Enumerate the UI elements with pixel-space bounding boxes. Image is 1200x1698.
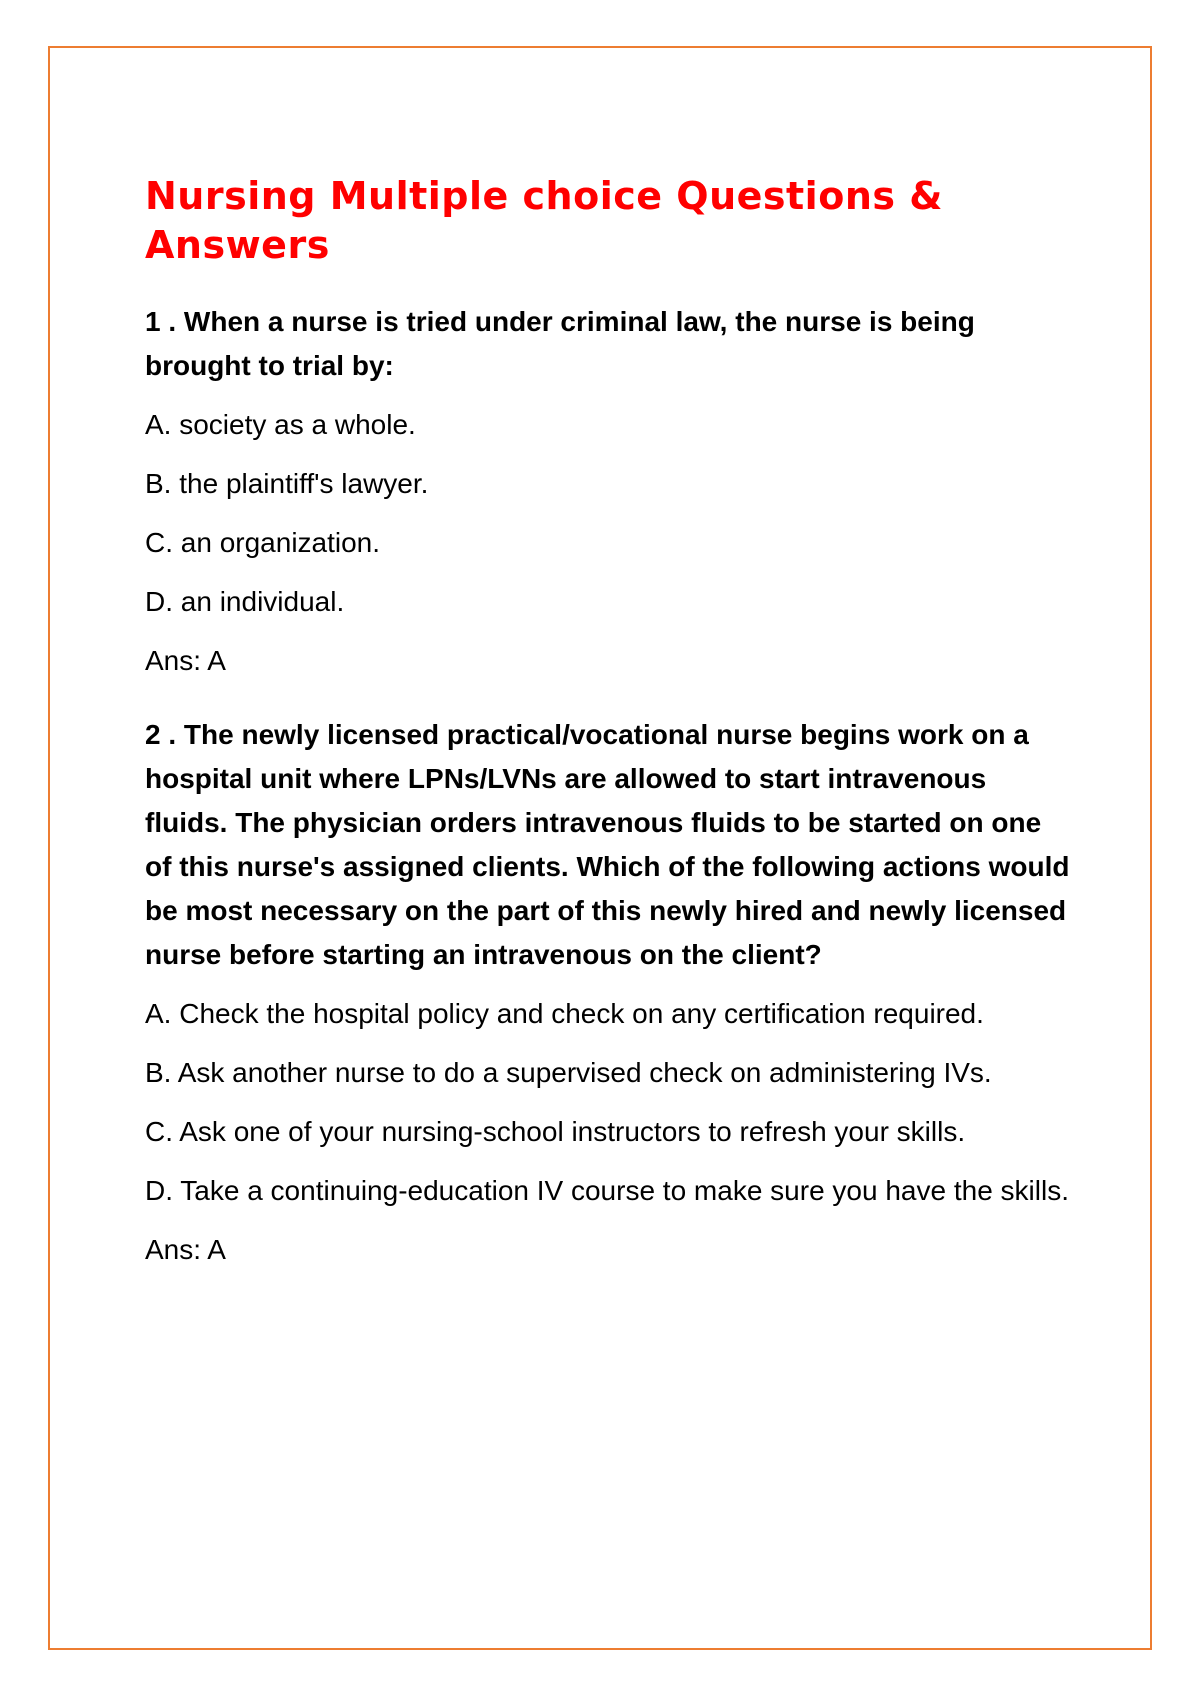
answer-1: Ans: A <box>145 645 226 676</box>
option-d: D. Take a continuing-education IV course to make sure you have the skills. <box>145 1175 1069 1206</box>
option-c: C. an organization. <box>145 527 381 558</box>
option-d: D. an individual. <box>145 586 345 617</box>
option-a: A. Check the hospital policy and check on any certification required. <box>145 998 984 1029</box>
question-text-2 <box>145 713 1075 977</box>
document-body <box>145 172 1075 1302</box>
question-block-2 <box>145 713 1075 1272</box>
question-text-1 <box>145 300 1075 388</box>
question-number-1: 1 . <box>145 306 177 337</box>
question-stem-2: The newly licensed practical/vocational nurse begins work on a hospital unit where LPNs/LVNs are allowed to start intravenous fluids. The physician orders intravenous fluids to be started on one of this nurse's assigned clients. Which of the following actions would be most necessary on the part of this newly hired and newly licensed nurse before starting an intravenous on the client? <box>145 719 1070 970</box>
answer-2: Ans: A <box>145 1234 226 1265</box>
option-c: C. Ask one of your nursing-school instructors to refresh your skills. <box>145 1116 966 1147</box>
option-b: B. the plaintiff's lawyer. <box>145 468 429 499</box>
page-title: Nursing Multiple choice Questions & Answers <box>145 174 943 267</box>
question-block-1 <box>145 300 1075 683</box>
option-b: B. Ask another nurse to do a supervised check on administering IVs. <box>145 1057 992 1088</box>
question-stem-1: When a nurse is tried under criminal law, the nurse is being brought to trial by: <box>145 306 975 381</box>
option-a: A. society as a whole. <box>145 409 416 440</box>
question-number-2: 2 . <box>145 719 177 750</box>
